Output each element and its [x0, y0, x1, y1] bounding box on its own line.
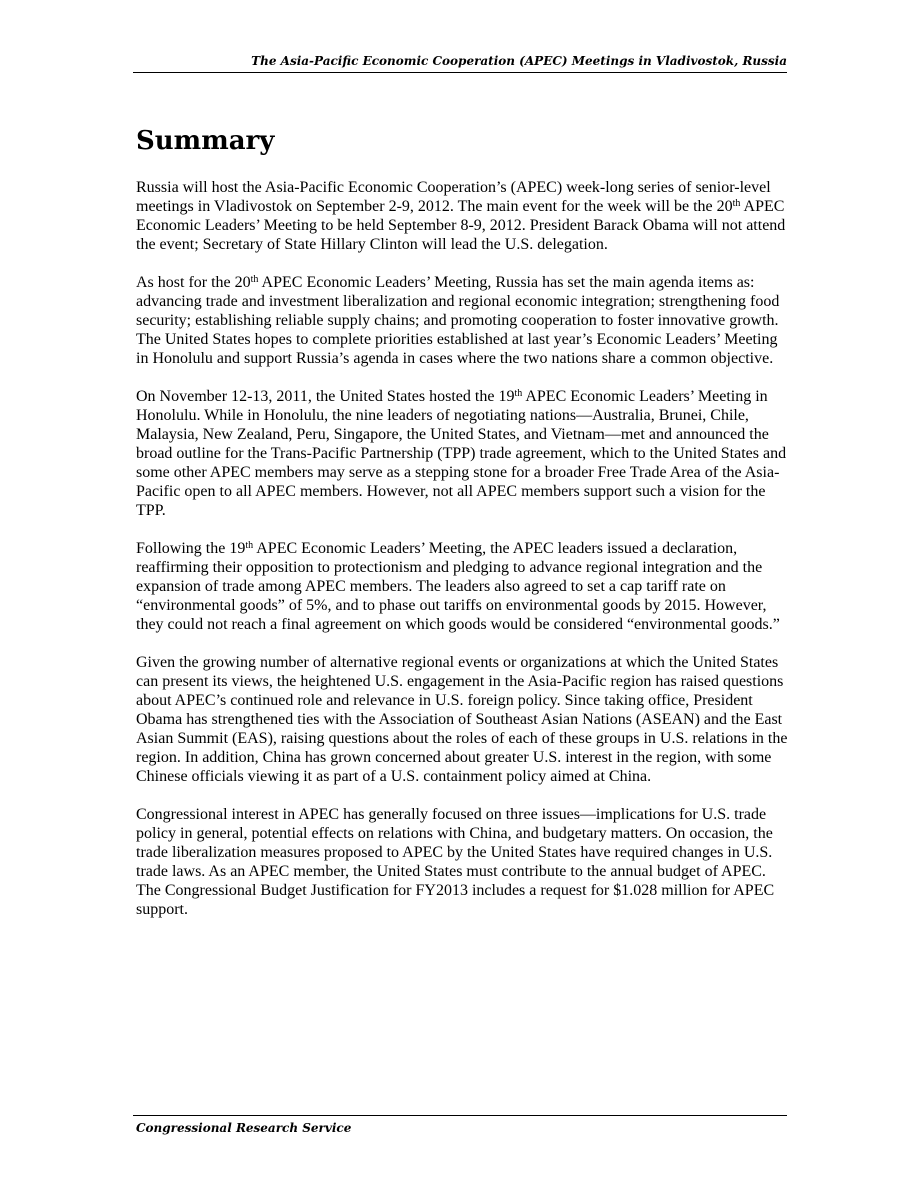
paragraph-2: As host for the 20th APEC Economic Leaders’ Meeting, Russia has set the main agenda items as: advancing trade and investment liberalization and regional economic integration; strengthening food security; establishing reliable supply chains; and promoting cooperation to foster innovative growth. The United States hopes to complete priorities established at last year’s Economic Leaders’ Meeting in Honolulu and support Russia’s agenda in cases where the two nations share a common objective.	[136, 274, 780, 367]
summary-body	[136, 178, 790, 938]
ordinal-suffix: th	[250, 274, 259, 285]
footer-rule	[133, 1115, 787, 1116]
paragraph-5: Given the growing number of alternative regional events or organizations at which the United States can present its views, the heightened U.S. engagement in the Asia-Pacific region has raised questions about APEC’s continued role and relevance in U.S. foreign policy. Since taking office, President Obama has strengthened ties with the Association of Southeast Asian Nations (ASEAN) and the East Asian Summit (EAS), raising questions about the roles of each of these groups in U.S. relations in the region. In addition, China has grown concerned about greater U.S. interest in the region, with some Chinese officials viewing it as part of a U.S. containment policy aimed at China.	[136, 654, 788, 785]
ordinal-suffix: th	[514, 388, 523, 399]
header-rule	[133, 72, 787, 73]
paragraph-1: Russia will host the Asia-Pacific Economic Cooperation’s (APEC) week-long series of senior-level meetings in Vladivostok on September 2-9, 2012. The main event for the week will be the 20th APEC Economic Leaders’ Meeting to be held September 8-9, 2012. President Barack Obama will not attend the event; Secretary of State Hillary Clinton will lead the U.S. delegation.	[136, 179, 786, 253]
footer-source: Congressional Research Service	[136, 1121, 352, 1135]
ordinal-suffix: th	[732, 198, 741, 209]
paragraph-6: Congressional interest in APEC has generally focused on three issues—implications for U.S. trade policy in general, potential effects on relations with China, and budgetary matters. On occasion, the trade liberalization measures proposed to APEC by the United States have required changes in U.S. trade laws. As an APEC member, the United States must contribute to the annual budget of APEC. The Congressional Budget Justification for FY2013 includes a request for $1.028 million for APEC support.	[136, 806, 775, 918]
ordinal-suffix: th	[245, 540, 254, 551]
page-title: Summary	[136, 126, 275, 156]
running-header-title: The Asia-Pacific Economic Cooperation (APEC) Meetings in Vladivostok, Russia	[251, 54, 787, 68]
paragraph-3: On November 12-13, 2011, the United States hosted the 19th APEC Economic Leaders’ Meeting in Honolulu. While in Honolulu, the nine leaders of negotiating nations—Australia, Brunei, Chile, Malaysia, New Zealand, Peru, Singapore, the United States, and Vietnam—met and announced the broad outline for the Trans-Pacific Partnership (TPP) trade agreement, which to the United States and some other APEC members may serve as a stepping stone for a broader Free Trade Area of the Asia-Pacific open to all APEC members. However, not all APEC members support such a vision for the TPP.	[136, 388, 787, 519]
paragraph-4: Following the 19th APEC Economic Leaders’ Meeting, the APEC leaders issued a declaration, reaffirming their opposition to protectionism and pledging to advance regional integration and the expansion of trade among APEC members. The leaders also agreed to set a cap tariff rate on “environmental goods” of 5%, and to phase out tariffs on environmental goods by 2015. However, they could not reach a final agreement on which goods would be considered “environmental goods.”	[136, 540, 780, 633]
